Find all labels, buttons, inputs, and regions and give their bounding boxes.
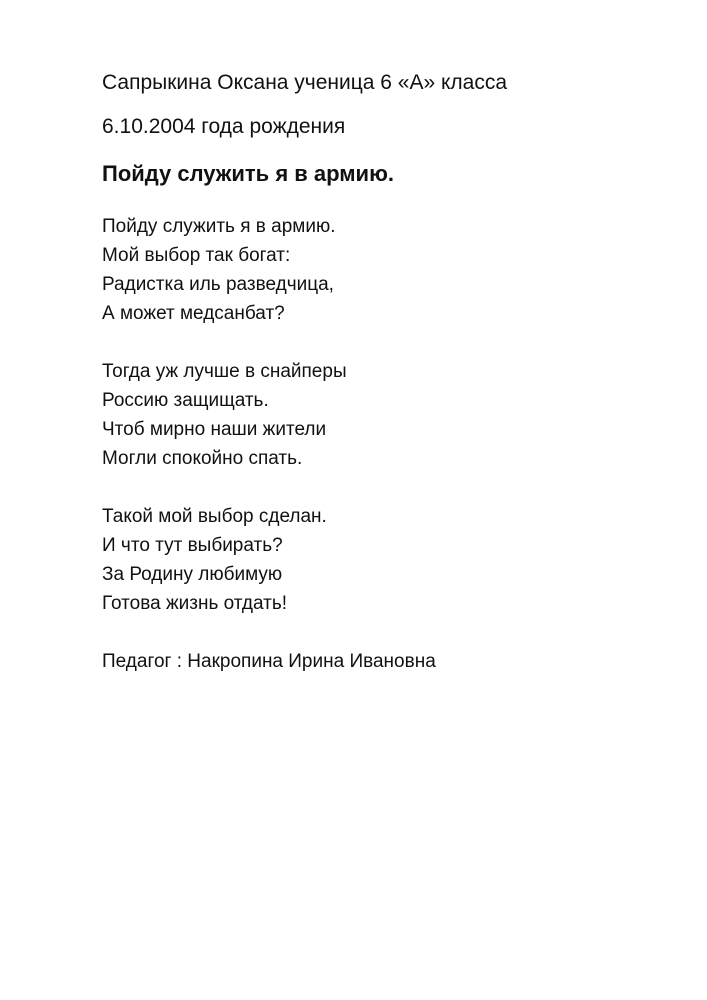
verse-line: Могли спокойно спать. xyxy=(102,448,303,469)
teacher-line: Педагог : Накропина Ирина Ивановна xyxy=(102,651,436,672)
verse-line: И что тут выбирать? xyxy=(102,535,283,556)
stanza-1 xyxy=(102,212,682,328)
poem-title: Пойду служить я в армию. xyxy=(102,161,394,186)
verse-line: Радистка иль разведчица, xyxy=(102,274,334,295)
verse-line: Пойду служить я в армию. xyxy=(102,216,336,237)
verse-line: Такой мой выбор сделан. xyxy=(102,506,327,527)
stanza-3 xyxy=(102,502,682,618)
verse-line: А может медсанбат? xyxy=(102,303,285,324)
verse-line: Тогда уж лучше в снайперы xyxy=(102,361,347,382)
verse-line: Готова жизнь отдать! xyxy=(102,593,287,614)
stanza-2 xyxy=(102,357,682,473)
verse-line: Чтоб мирно наши жители xyxy=(102,419,327,440)
document-page xyxy=(102,70,682,676)
verse-line: За Родину любимую xyxy=(102,564,283,585)
birth-date-line: 6.10.2004 года рождения xyxy=(102,115,346,138)
verse-line: Россию защищать. xyxy=(102,390,269,411)
verse-line: Мой выбор так богат: xyxy=(102,245,291,266)
author-line: Сапрыкина Оксана ученица 6 «А» класса xyxy=(102,71,508,94)
